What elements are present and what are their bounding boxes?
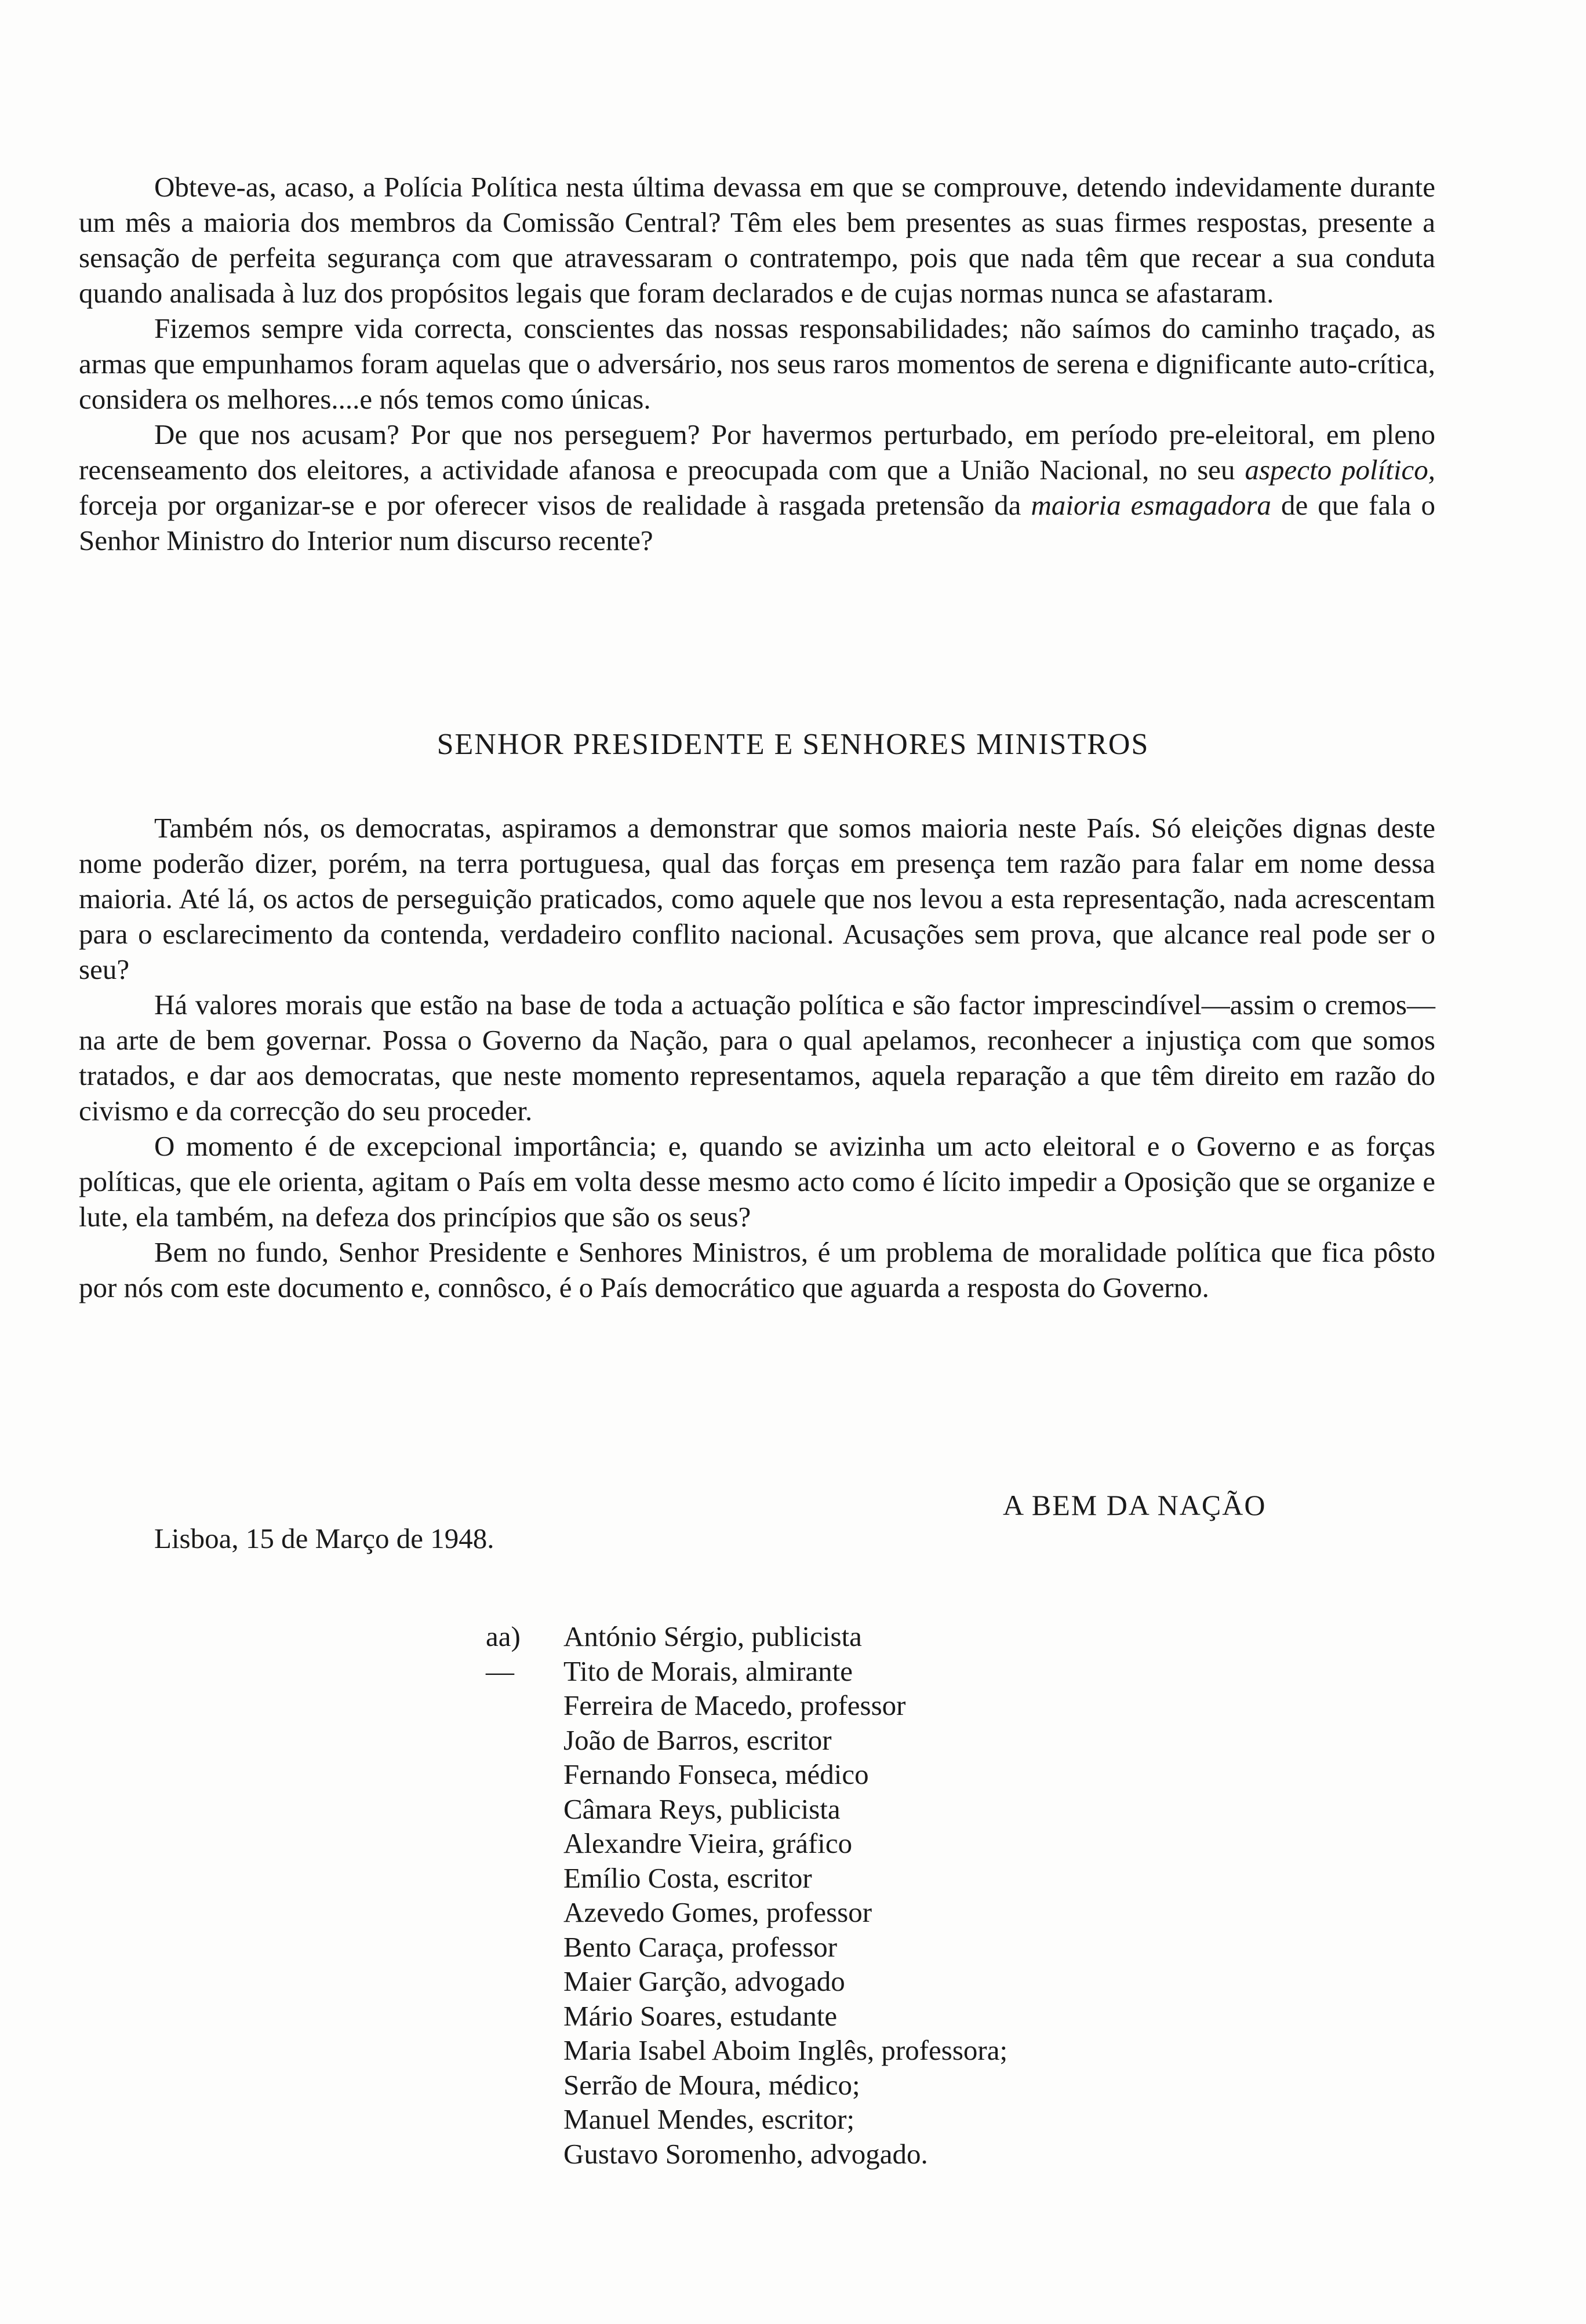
signatory: Fernando Fonseca, médico bbox=[563, 1758, 869, 1790]
body-text-top bbox=[79, 169, 1435, 558]
signatory: Emílio Costa, escritor bbox=[563, 1862, 812, 1894]
signatories-list bbox=[563, 1619, 1007, 2171]
signatory: Gustavo Soromenho, advogado. bbox=[563, 2137, 928, 2170]
signatory: Maier Garção, advogado bbox=[563, 1965, 845, 1997]
place-and-date: Lisboa, 15 de Março de 1948. bbox=[154, 1522, 494, 1554]
signatory: Tito de Morais, almirante bbox=[563, 1655, 853, 1687]
signatory: António Sérgio, publicista bbox=[563, 1620, 862, 1652]
paragraph bbox=[79, 311, 1435, 417]
paragraph: O momento é de excepcional importância; e, quando se avizinha um acto eleitoral e o Governo e as forças políticas, que ele orienta, agitam o País em volta desse mesmo acto como é lícito impedir a Oposição que se organize e lute, ela também, na defeza dos princípios que são os seus? bbox=[79, 1130, 1435, 1233]
signatory: Maria Isabel Aboim Inglês, professora; bbox=[563, 2034, 1008, 2066]
emphasis-text: aspecto político, bbox=[1245, 454, 1435, 486]
signatory: Bento Caraça, professor bbox=[563, 1930, 838, 1963]
signatory: Azevedo Gomes, professor bbox=[563, 1896, 872, 1928]
body-text-bottom bbox=[79, 810, 1435, 1305]
signatory: Manuel Mendes, escritor; bbox=[563, 2103, 855, 2135]
paragraph: Bem no fundo, Senhor Presidente e Senhores Ministros, é um problema de moralidade política que fica pôsto por nós com este documento e, connôsco, é o País democrático que aguarda a resposta do Governo. bbox=[79, 1236, 1435, 1303]
signatory: João de Barros, escritor bbox=[563, 1724, 832, 1756]
paragraph-text: De que nos acusam? Por que nos perseguem? Por havermos perturbado, em período pre-eleitoral, em pleno recenseamento dos eleitores, a actividade afanosa e preocupada com que a União Nacional, no seu bbox=[79, 418, 1435, 486]
paragraph-text: Obteve-as, acaso, a Polícia Política nesta última devassa em que se comprouve, detendo indevidamente durante um mês a maioria dos membros da Comissão Central? Têm eles bem presentes as suas firmes respostas, presente a sensação de perfeita segurança com que atravessaram o contratempo, pois que nada têm que recear a sua conduta quando analisada à luz dos propósitos legais que foram declarados e de cujas normas nunca se afastaram. bbox=[79, 171, 1435, 309]
signatory: Câmara Reys, publicista bbox=[563, 1793, 841, 1825]
section-heading: SENHOR PRESIDENTE E SENHORES MINISTROS bbox=[436, 728, 1150, 761]
emphasis-text: maioria esmagadora bbox=[1031, 489, 1271, 521]
paragraph-text: forceja por organizar-se e por oferecer visos de realidade à rasgada pretensão da bbox=[79, 489, 1031, 521]
signatory: Ferreira de Macedo, professor bbox=[563, 1689, 906, 1721]
paragraph-text: Fizemos sempre vida correcta, conscientes das nossas responsabilidades; não saímos do caminho traçado, as armas que empunhamos foram aquelas que o adversário, nos seus raros momentos de serena e dignificante auto-crítica, considera os melhores....e nós temos como únicas. bbox=[79, 312, 1435, 415]
signatures-prefix: aa)— bbox=[486, 1620, 521, 1687]
paragraph bbox=[79, 169, 1435, 311]
signatory: Mário Soares, estudante bbox=[563, 1999, 838, 2032]
closing-formula: A BEM DA NAÇÃO bbox=[1003, 1489, 1267, 1521]
signatory: Serrão de Moura, médico; bbox=[563, 2068, 860, 2101]
paragraph-text: de que fala o Senhor Ministro do Interior num discurso recente? bbox=[79, 489, 1435, 556]
paragraph: Há valores morais que estão na base de toda a actuação política e são factor imprescindível—assim o cremos—na arte de bem governar. Possa o Governo da Nação, para o qual apelamos, reconhecer a injustiça com que somos tratados, e dar aos democratas, que neste momento representamos, aquela reparação a que têm direito em razão do civismo e da correcção do seu proceder. bbox=[79, 989, 1435, 1127]
paragraph bbox=[79, 417, 1435, 558]
paragraph: Também nós, os democratas, aspiramos a demonstrar que somos maioria neste País. Só eleições dignas deste nome poderão dizer, porém, na terra portuguesa, qual das forças em presença tem razão para falar em nome dessa maioria. Até lá, os actos de perseguição praticados, como aquele que nos levou a esta representação, nada acrescentam para o esclarecimento da contenda, verdadeiro conflito nacional. Acusações sem prova, que alcance real pode ser o seu? bbox=[79, 812, 1435, 985]
signatory: Alexandre Vieira, gráfico bbox=[563, 1827, 853, 1859]
